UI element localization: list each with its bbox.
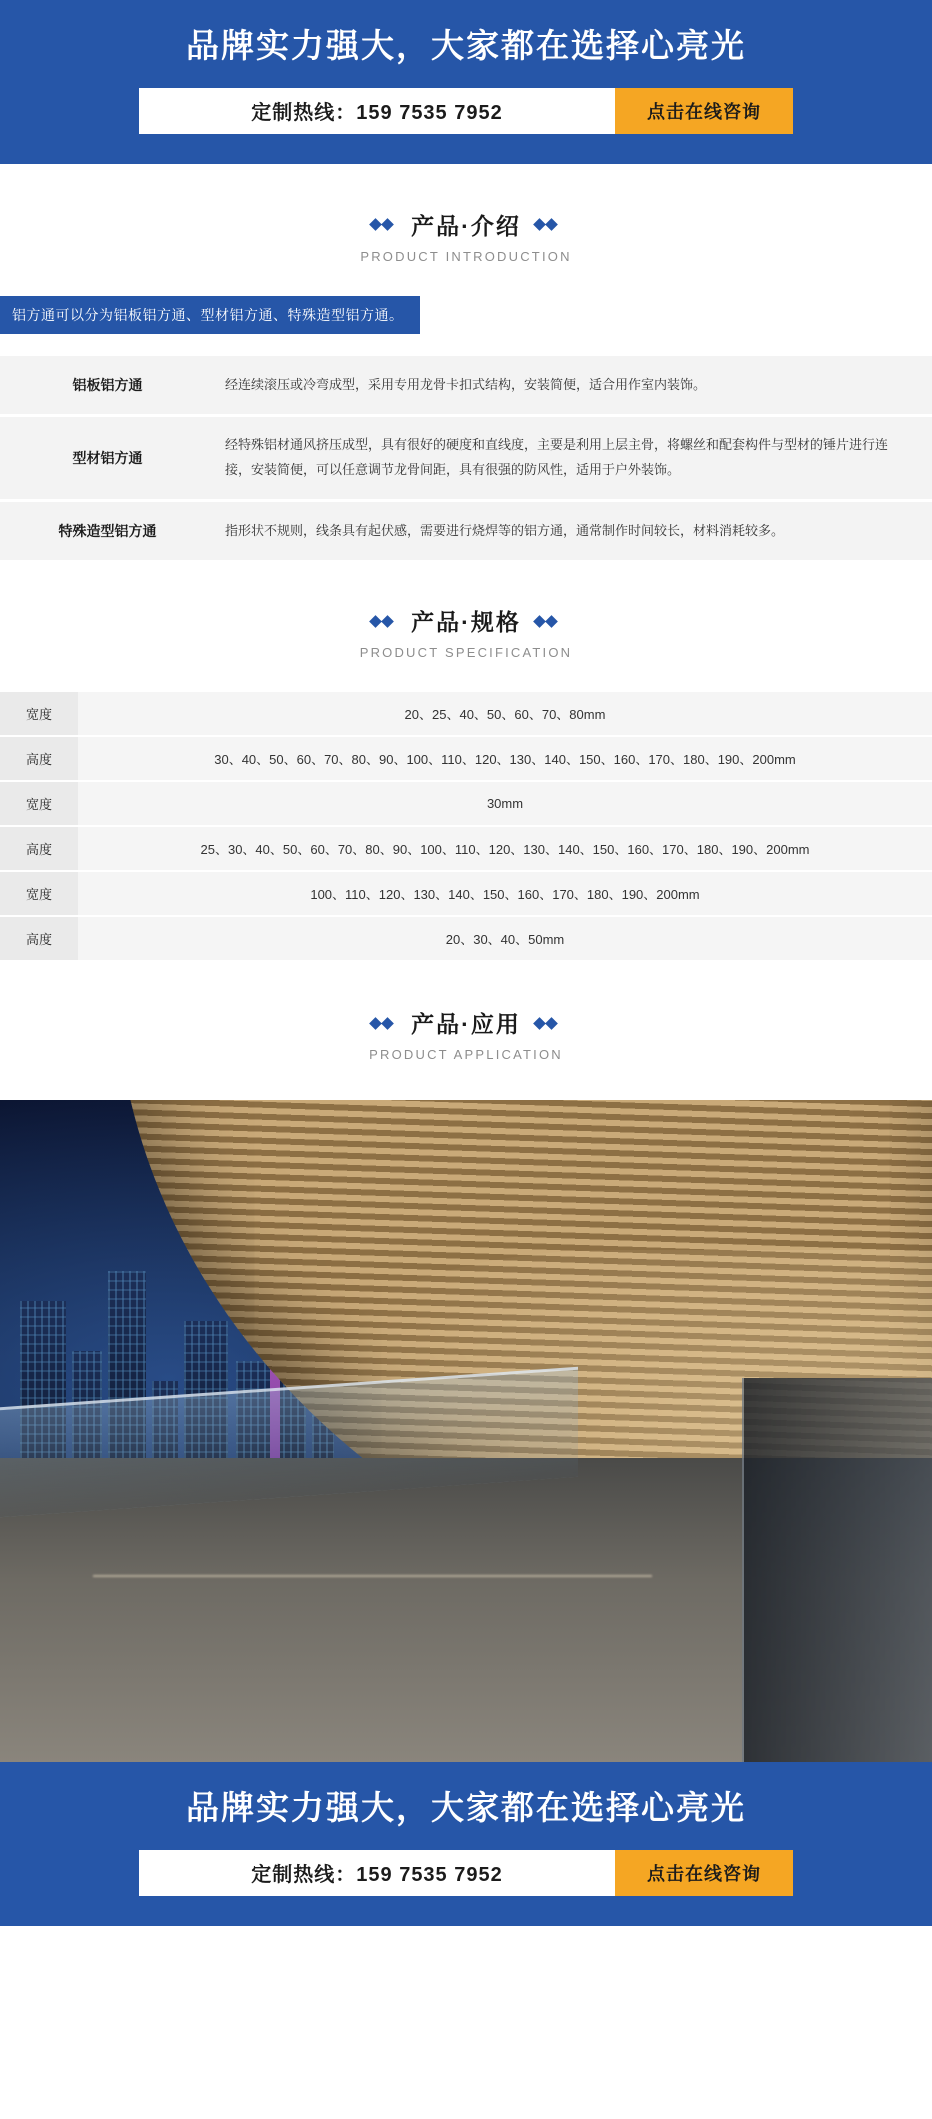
specification-heading xyxy=(0,560,932,678)
introduction-type-name: 铝板铝方通 xyxy=(72,376,143,393)
application-photo xyxy=(0,1100,932,1762)
spec-value: 25、30、40、50、60、70、80、90、100、110、120、130、140、150、160、170、180、190、200mm xyxy=(78,826,932,871)
introduction-label-wrap xyxy=(0,282,932,334)
bottom-banner-consult-button[interactable]: 点击在线咨询 xyxy=(615,1850,793,1896)
specification-subtitle: PRODUCT SPECIFICATION xyxy=(359,645,573,661)
table-row xyxy=(0,916,932,961)
diamond-left-icon xyxy=(371,1017,397,1029)
spec-value: 30mm xyxy=(78,781,932,826)
introduction-table xyxy=(0,356,932,561)
table-row xyxy=(0,356,932,416)
specification-title: 产品·规格 xyxy=(411,609,521,636)
introduction-subtitle: PRODUCT INTRODUCTION xyxy=(360,248,572,264)
top-banner-title: 品牌实力强大，大家都在选择心亮光 xyxy=(186,27,746,64)
bottom-banner-hotline: 定制热线：159 7535 7952 xyxy=(139,1850,615,1896)
diamond-right-icon xyxy=(535,1017,561,1029)
spec-key: 高度 xyxy=(0,736,78,781)
glass-wall xyxy=(742,1378,932,1762)
table-row xyxy=(0,500,932,560)
diamond-left-icon xyxy=(371,615,397,627)
specification-table xyxy=(0,692,932,962)
diamond-right-icon xyxy=(535,615,561,627)
table-row xyxy=(0,826,932,871)
application-subtitle: PRODUCT APPLICATION xyxy=(369,1047,563,1063)
bottom-banner-title: 品牌实力强大，大家都在选择心亮光 xyxy=(186,1789,746,1827)
introduction-label: 铝方通可以分为铝板铝方通、型材铝方通、特殊造型铝方通。 xyxy=(0,296,420,334)
path-lighting xyxy=(93,1575,652,1577)
application-title: 产品·应用 xyxy=(411,1011,521,1038)
introduction-title: 产品·介绍 xyxy=(411,212,521,239)
introduction-type-desc: 经连续滚压或冷弯成型，采用专用龙骨卡扣式结构，安装简便，适合用作室内装饰。 xyxy=(225,376,707,392)
spec-value: 100、110、120、130、140、150、160、170、180、190、200mm xyxy=(78,871,932,916)
spec-value: 30、40、50、60、70、80、90、100、110、120、130、140、150、160、170、180、190、200mm xyxy=(78,736,932,781)
table-row xyxy=(0,736,932,781)
spec-key: 宽度 xyxy=(0,692,78,736)
introduction-type-desc: 经特殊铝材通风挤压成型，具有很好的硬度和直线度，主要是利用上层主骨，将螺丝和配套构件与型材的锤片进行连接，安装简便，可以任意调节龙骨间距，具有很强的防风性，适用于户外装饰。 xyxy=(225,437,889,477)
top-banner xyxy=(0,0,932,164)
top-banner-hotline: 定制热线：159 7535 7952 xyxy=(139,88,615,134)
introduction-type-name: 特殊造型铝方通 xyxy=(58,522,157,539)
spec-key: 宽度 xyxy=(0,781,78,826)
application-heading xyxy=(0,962,932,1080)
spec-key: 宽度 xyxy=(0,871,78,916)
spec-value: 20、25、40、50、60、70、80mm xyxy=(78,692,932,736)
introduction-heading xyxy=(0,164,932,282)
table-row xyxy=(0,692,932,736)
diamond-left-icon xyxy=(371,218,397,230)
bottom-banner-contact-bar xyxy=(139,1850,793,1896)
top-banner-contact-bar xyxy=(139,88,793,134)
table-row xyxy=(0,871,932,916)
introduction-type-desc: 指形状不规则，线条具有起伏感，需要进行烧焊等的铝方通，通常制作时间较长，材料消耗较多。 xyxy=(225,522,785,538)
introduction-type-name: 型材铝方通 xyxy=(72,449,143,466)
spec-value: 20、30、40、50mm xyxy=(78,916,932,961)
table-row xyxy=(0,781,932,826)
spec-key: 高度 xyxy=(0,826,78,871)
table-row xyxy=(0,416,932,500)
bottom-banner xyxy=(0,1762,932,1926)
spec-key: 高度 xyxy=(0,916,78,961)
top-banner-consult-button[interactable]: 点击在线咨询 xyxy=(615,88,793,134)
diamond-right-icon xyxy=(535,218,561,230)
